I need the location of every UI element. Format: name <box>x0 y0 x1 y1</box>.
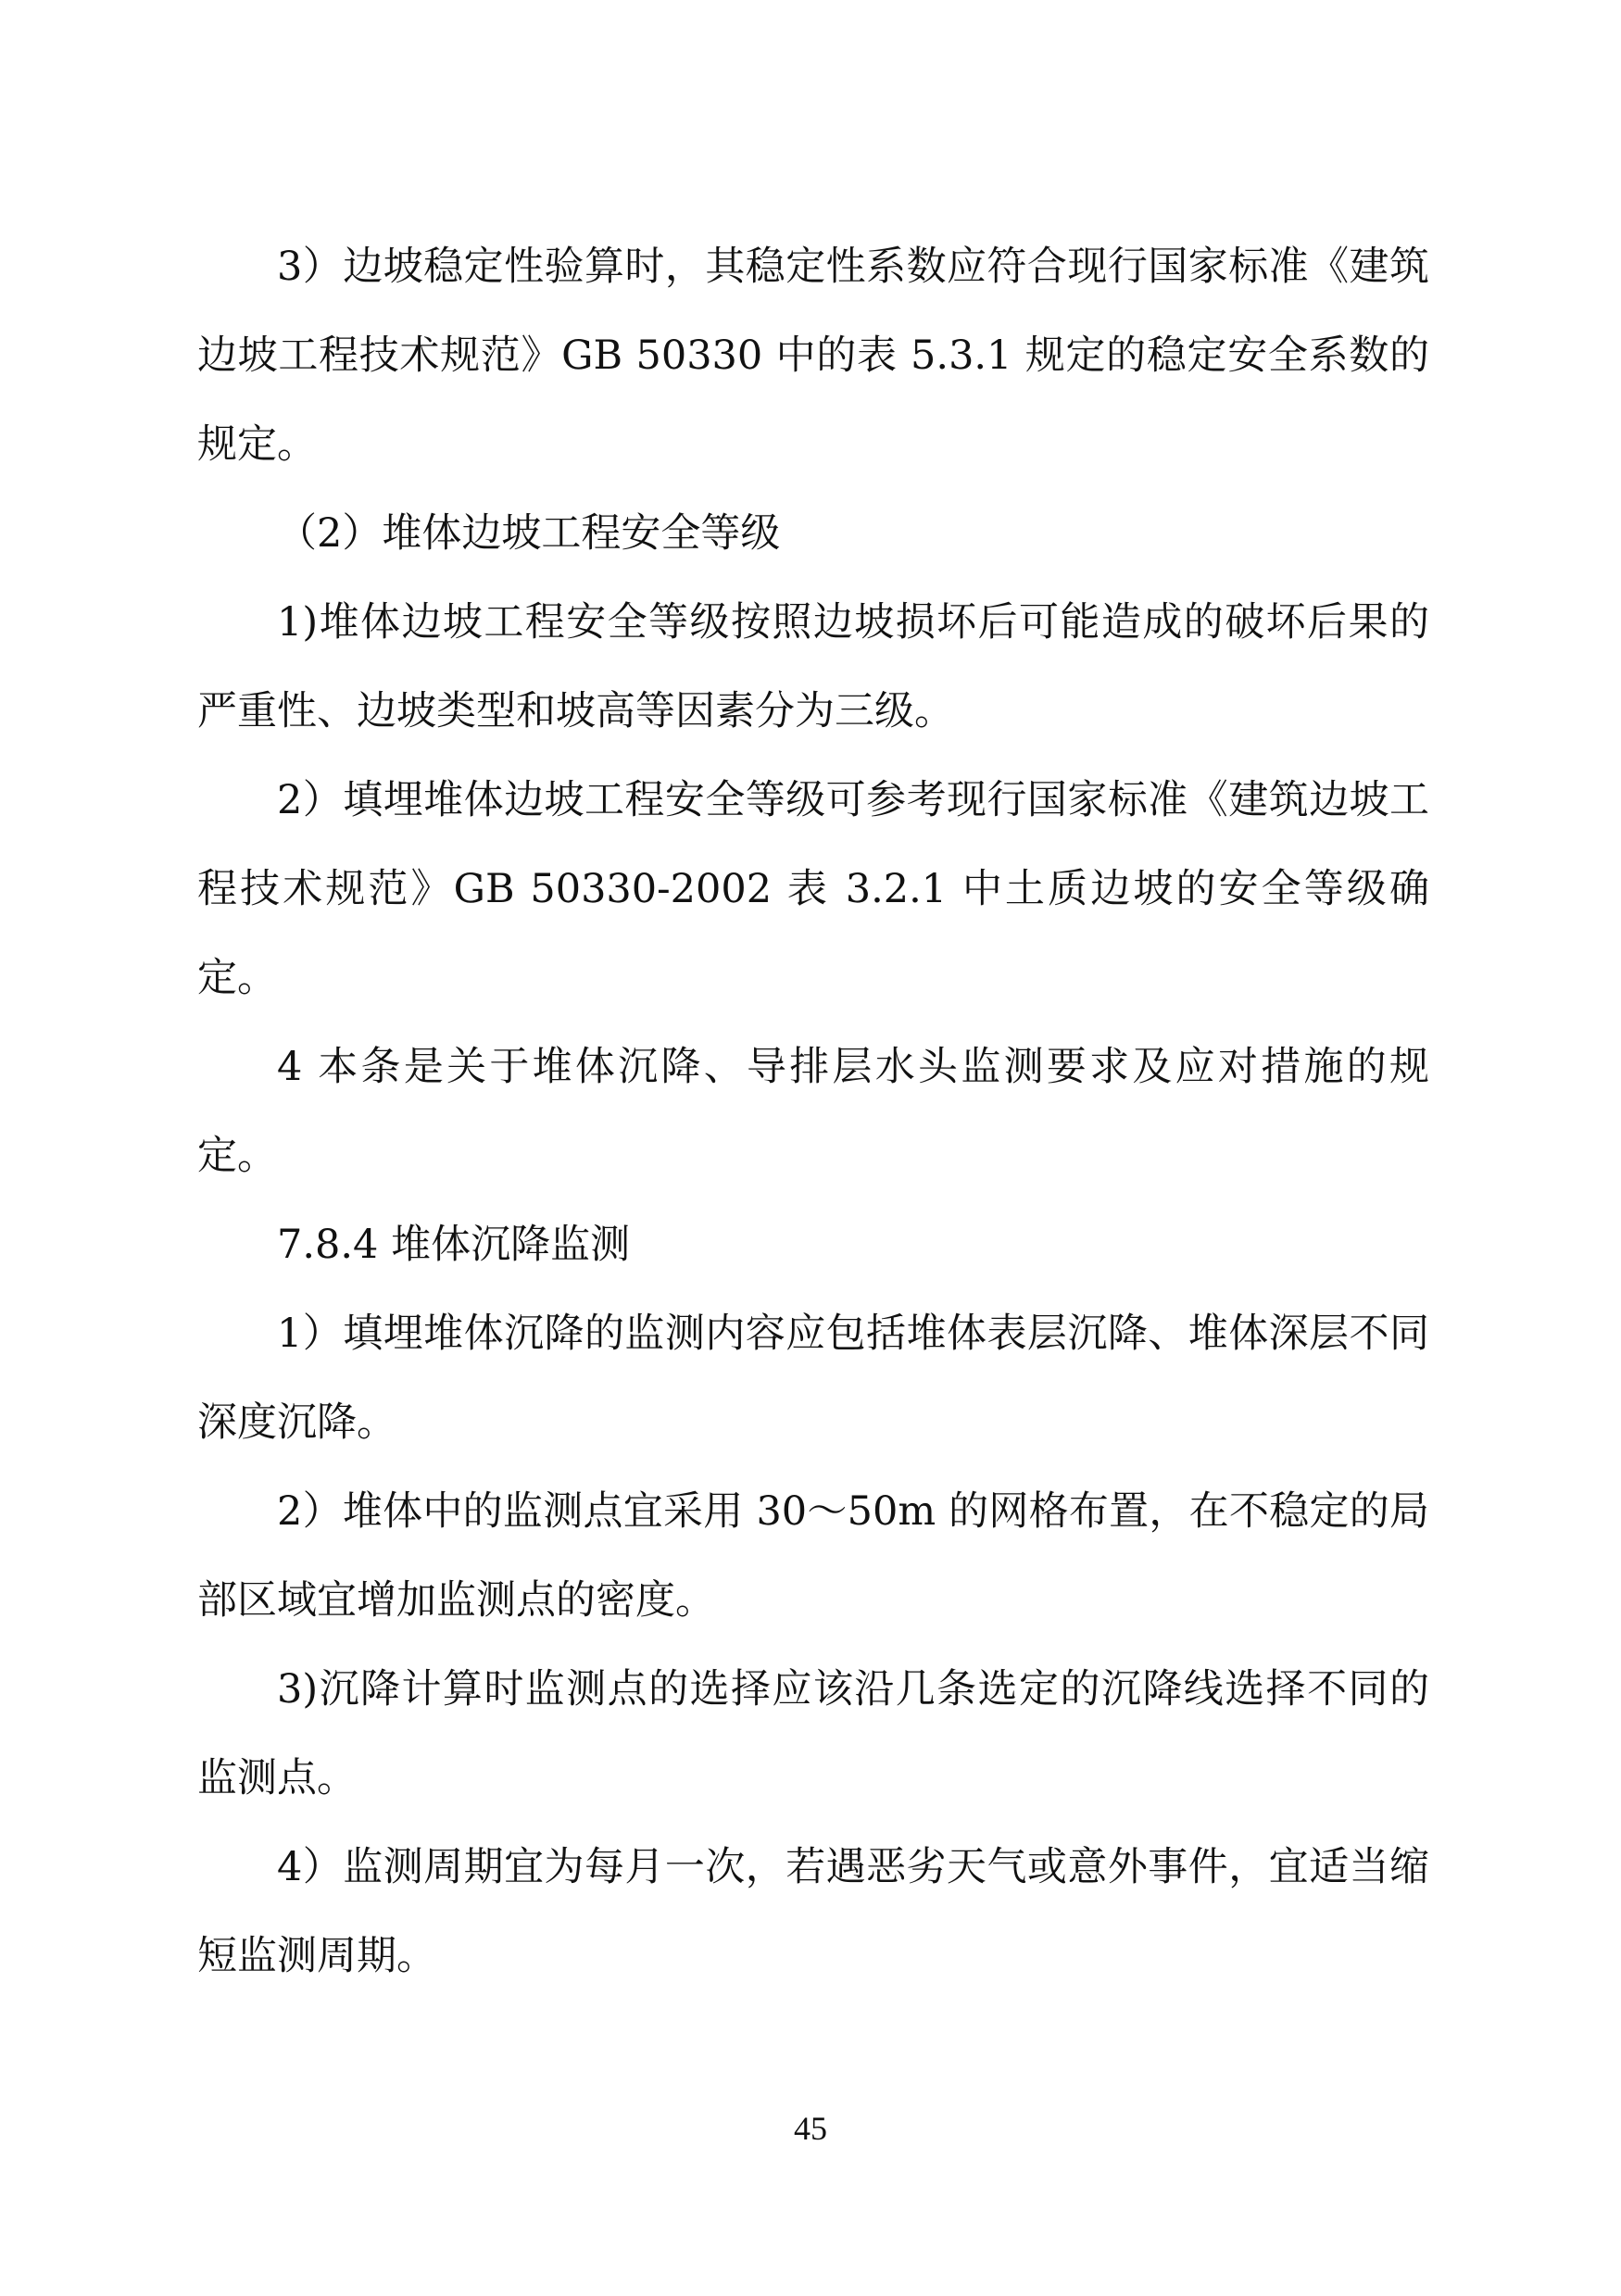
section-heading-7-8-4: 7.8.4 堆体沉降监测 <box>277 1222 631 1268</box>
paragraph-monitoring-content: 1）填埋堆体沉降的监测内容应包括堆体表层沉降、堆体深层不同深度沉降。 <box>197 1311 1429 1446</box>
paragraph-slope-stability-check: 3）边坡稳定性验算时，其稳定性系数应符合现行国家标准《建筑边坡工程技术规范》GB 50330 中的表 5.3.1 规定的稳定安全系数的规定。 <box>197 244 1429 468</box>
paragraph-monitoring-points: 3)沉降计算时监测点的选择应该沿几条选定的沉降线选择不同的监测点。 <box>197 1666 1429 1801</box>
page-number: 45 <box>794 2110 827 2147</box>
paragraph-safety-grade-levels: 1)堆体边坡工程安全等级按照边坡损坏后可能造成的破坏后果的严重性、边坡类型和坡高等因素分为三级。 <box>197 599 1429 734</box>
paragraph-safety-grade-reference: 2）填埋堆体边坡工程安全等级可参考现行国家标准《建筑边坡工程技术规范》GB 50330-2002 表 3.2.1 中土质边坡的安全等级确定。 <box>197 777 1429 1001</box>
paragraph-monitoring-period: 4）监测周期宜为每月一次，若遇恶劣天气或意外事件，宜适当缩短监测周期。 <box>197 1844 1429 1979</box>
paragraph-settlement-requirements: 4 本条是关于堆体沉降、导排层水头监测要求及应对措施的规定。 <box>197 1044 1429 1179</box>
subheading-slope-safety-grade: （2）堆体边坡工程安全等级 <box>277 510 781 557</box>
paragraph-monitoring-grid: 2）堆体中的监测点宜采用 30～50m 的网格布置，在不稳定的局部区域宜增加监测点的密度。 <box>197 1488 1429 1624</box>
document-body <box>197 222 1429 2001</box>
